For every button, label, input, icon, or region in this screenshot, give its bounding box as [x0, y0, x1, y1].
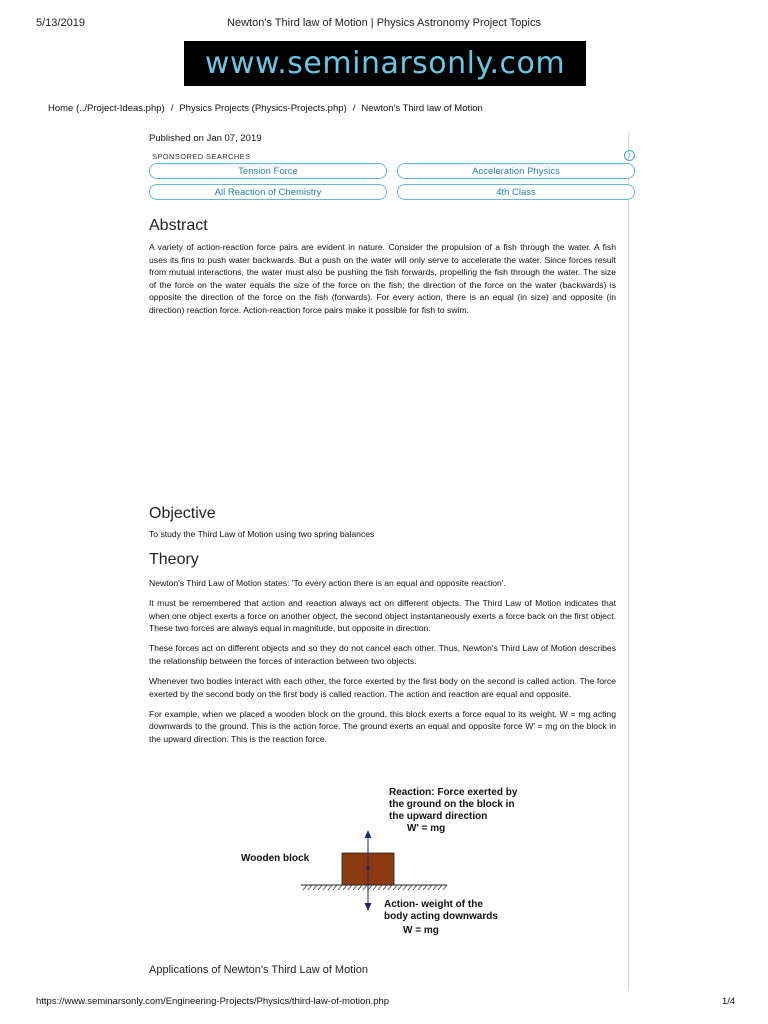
hatch-stroke [348, 885, 352, 890]
hatch-stroke [398, 885, 402, 890]
footer-page-number: 1/4 [722, 996, 736, 1007]
reaction-label-line: Reaction: Force exerted by [389, 787, 518, 798]
theory-paragraph: It must be remembered that action and reaction always act on different objects. The Third Law of Motion indicates that when one object exerts a force on another object, the second object instantaneously exerts a force back on the first object. These two forces are always equal in magnitude, but opposite in direction. [149, 598, 616, 634]
breadcrumb-home[interactable]: Home (../Project-Ideas.php) [48, 103, 165, 114]
site-logo-text: www.seminarsonly.com [204, 46, 566, 81]
ad-info-icon[interactable]: i [624, 150, 635, 161]
block-center-point [366, 866, 370, 870]
hatch-stroke [373, 885, 377, 890]
breadcrumb-physics-projects[interactable]: Physics Projects (Physics-Projects.php) [179, 103, 347, 114]
action-label-line: body acting downwards [384, 911, 498, 922]
hatch-stroke [383, 885, 387, 890]
hatch-stroke [313, 885, 317, 890]
content-divider [628, 132, 629, 990]
hatch-stroke [318, 885, 322, 890]
hatch-stroke [323, 885, 327, 890]
action-formula: W = mg [403, 925, 439, 936]
reaction-formula: W' = mg [407, 823, 446, 834]
hatch-stroke [393, 885, 397, 890]
hatch-stroke [308, 885, 312, 890]
hatch-stroke [328, 885, 332, 890]
theory-paragraph: For example, when we placed a wooden block on the ground, this block exerts a force equal to its weight, W = mg acting downwards to the ground. This is the action force. The ground exerts an equal and opposite force W' = mg on the block in the upward direction. This is the reaction force. [149, 708, 616, 744]
hatch-stroke [333, 885, 337, 890]
applications-heading: Applications of Newton's Third Law of Motion [149, 964, 368, 976]
site-logo[interactable] [184, 41, 586, 86]
hatch-stroke [363, 885, 367, 890]
breadcrumb-separator: / [352, 103, 356, 114]
hatch-stroke [368, 885, 372, 890]
sponsored-link-reaction-chemistry[interactable]: All Reaction of Chemistry [149, 184, 387, 200]
abstract-text: A variety of action-reaction force pairs are evident in nature. Consider the propulsion of a fish through the water. A fish uses its fins to push water backwards. But a push on the water will only serve to accelerate the water. Since forces result from mutual interactions, the water must also be pushing the fish forwards, propelling the fish through the water. The size of the force on the water equals the size of the force on the fish; the direction of the force on the water (backwards) is opposite the direction of the force on the fish (forwards). For every action, there is an equal (in size) and opposite (in direction) reaction force. Action-reaction force pairs make it possible for fish to swim. [149, 242, 616, 315]
sponsored-link-4th-class[interactable]: 4th Class [397, 184, 635, 200]
hatch-stroke [413, 885, 417, 890]
page-title: Newton's Third law of Motion | Physics Astronomy Project Topics [227, 17, 541, 29]
breadcrumb [48, 103, 483, 114]
footer-url: https://www.seminarsonly.com/Engineering-Projects/Physics/third-law-of-motion.php [36, 996, 390, 1007]
hatch-stroke [358, 885, 362, 890]
hatch-stroke [438, 885, 442, 890]
hatch-stroke [303, 885, 307, 890]
reaction-label-line: the upward direction [389, 811, 488, 822]
hatch-stroke [418, 885, 422, 890]
ground-hatching [303, 885, 447, 890]
print-date: 5/13/2019 [36, 17, 85, 29]
published-date: Published on Jan 07, 2019 [149, 133, 262, 144]
objective-text: To study the Third Law of Motion using two spring balances [149, 529, 375, 539]
theory-paragraph: Whenever two bodies interact with each other, the force exerted by the first body on the second is called action. The force exerted by the second body on the first body is called reaction. The action and reaction are equal and opposite. [149, 676, 616, 699]
hatch-stroke [338, 885, 342, 890]
action-arrow-head [365, 903, 372, 911]
hatch-stroke [423, 885, 427, 890]
hatch-stroke [403, 885, 407, 890]
hatch-stroke [433, 885, 437, 890]
objective-heading: Objective [149, 505, 216, 522]
wooden-block-label: Wooden block [241, 853, 310, 864]
breadcrumb-separator: / [170, 103, 174, 114]
hatch-stroke [388, 885, 392, 890]
sponsored-link-tension-force[interactable]: Tension Force [149, 163, 387, 179]
theory-paragraph: These forces act on different objects and so they do not cancel each other. Thus, Newton's Third Law of Motion describes the relationship between the forces of interaction between two objects. [149, 643, 616, 666]
hatch-stroke [443, 885, 447, 890]
hatch-stroke [378, 885, 382, 890]
breadcrumb-current: Newton's Third law of Motion [361, 103, 483, 114]
abstract-heading: Abstract [149, 217, 208, 234]
hatch-stroke [353, 885, 357, 890]
sponsored-label: SPONSORED SEARCHES [152, 152, 251, 161]
newton-third-law-diagram [235, 775, 535, 945]
hatch-stroke [343, 885, 347, 890]
hatch-stroke [408, 885, 412, 890]
theory-paragraph: Newton's Third Law of Motion states: 'To every action there is an equal and opposite reaction'. [149, 578, 506, 588]
theory-text [149, 577, 616, 753]
reaction-arrow-head [365, 830, 372, 838]
theory-heading: Theory [149, 551, 199, 568]
sponsored-link-acceleration-physics[interactable]: Acceleration Physics [397, 163, 635, 179]
action-label-line: Action- weight of the [384, 899, 483, 910]
hatch-stroke [428, 885, 432, 890]
reaction-label-line: the ground on the block in [389, 799, 515, 810]
